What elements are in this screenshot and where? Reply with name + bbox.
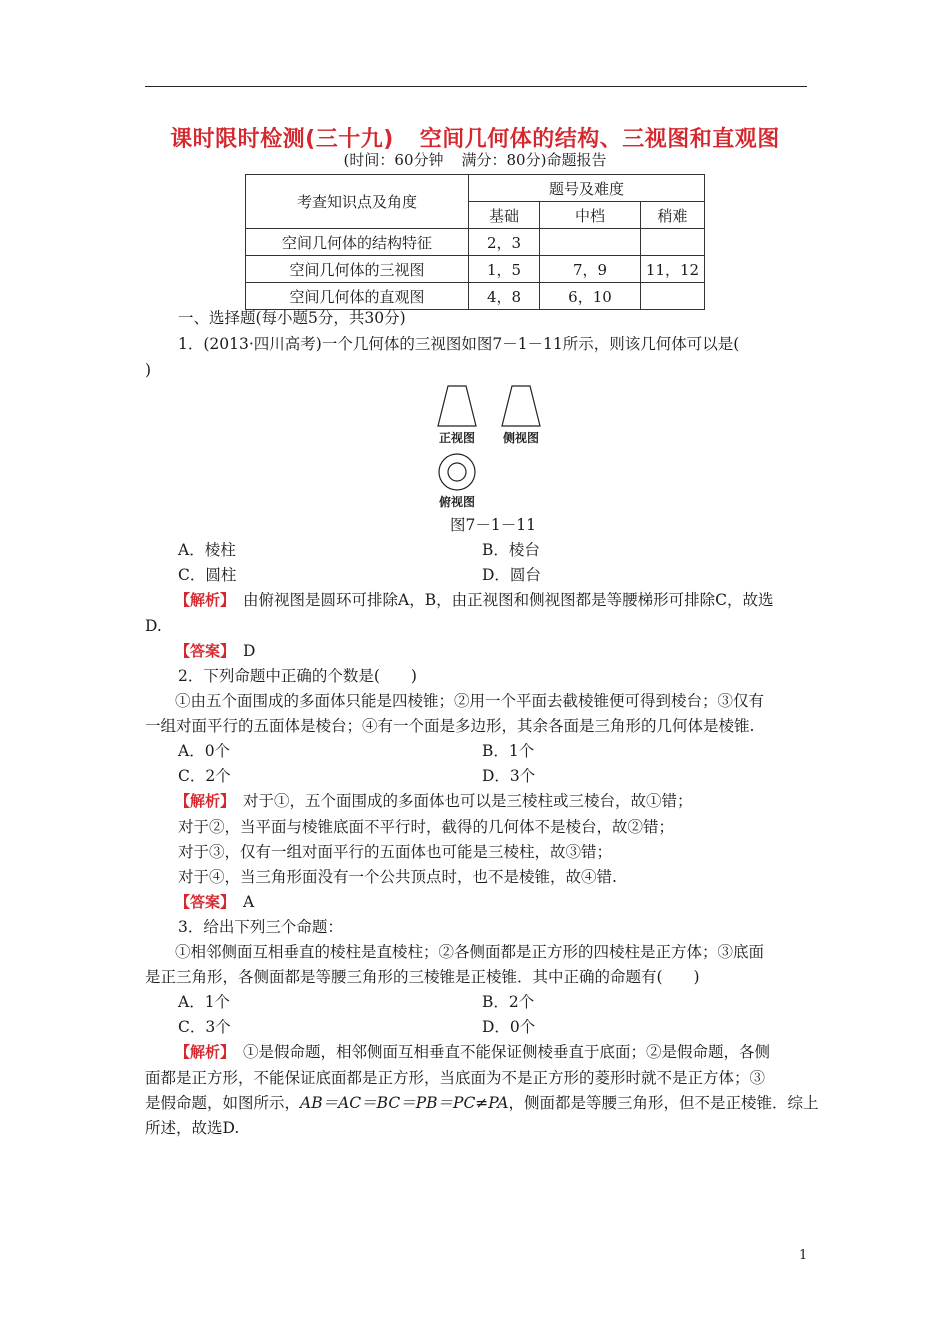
q3-analysis-line1 [175,1042,770,1062]
q3-analysis-line4: 所述，故选D. [145,1119,240,1137]
row-basic: 1，5 [469,256,540,283]
front-view-label: 正视图 [438,431,476,445]
header-knowledge: 考查知识点及角度 [246,175,469,229]
q2-line1: ①由五个面围成的多面体只能是四棱锥；②用一个平面去截棱锥便可得到棱台；③仅有 [175,692,765,710]
q2-analysis-line2: 对于②，当平面与棱锥底面不平行时，截得的几何体不是棱台，故②错； [178,818,675,836]
q3-line2: 是正三角形，各侧面都是等腰三角形的三棱锥是正棱锥．其中正确的命题有( ) [145,968,700,986]
q2-analysis-line1 [175,791,693,811]
q1-answer-value: D [243,642,256,660]
side-view-label: 侧视图 [502,431,540,445]
table-row [246,283,705,310]
q3-equation: AB＝AC＝BC＝PB＝PC≠PA [300,1094,509,1112]
three-view-figure [430,382,560,512]
row-mid: 7，9 [540,256,641,283]
page-number: 1 [799,1248,808,1263]
subtitle-score: 满分：80分)命题报告 [461,151,607,169]
row-basic: 4，8 [469,283,540,310]
row-mid [540,229,641,256]
q3-option-c: C．3个 [178,1018,231,1036]
row-hard: 11，12 [641,256,705,283]
level-hard: 稍难 [641,202,705,229]
section-heading: 一、选择题(每小题5分，共30分) [178,309,406,327]
top-view-inner-circle [448,463,466,481]
level-mid: 中档 [540,202,641,229]
title-right: 空间几何体的结构、三视图和直观图 [419,127,780,152]
analysis-tag: 【解析】 [175,1043,228,1061]
q3-option-b: B．2个 [482,993,535,1011]
analysis-tag: 【解析】 [175,792,228,810]
q2-stem: 2．下列命题中正确的个数是( ) [178,667,417,685]
top-view-label: 俯视图 [438,495,476,509]
q2-answer-value: A [243,893,255,911]
q1-analysis-line1 [175,590,773,610]
q1-analysis-text: 由俯视图是圆环可排除A，B，由正视图和侧视图都是等腰梯形可排除C，故选 [243,591,774,609]
q3-stem: 3．给出下列三个命题： [178,918,343,936]
q3-analysis-pre: 是假命题，如图所示， [145,1094,301,1112]
row-topic: 空间几何体的直观图 [246,283,469,310]
analysis-tag: 【解析】 [175,591,228,609]
table-row [246,229,705,256]
q1-option-b: B．棱台 [482,541,540,559]
q3-analysis-line2: 面都是正方形，不能保证底面都是正方形，当底面为不是正方形的菱形时就不是正方体；③ [145,1069,766,1087]
front-view-trapezoid [438,386,476,426]
q3-line1: ①相邻侧面互相垂直的棱柱是直棱柱；②各侧面都是正方形的四棱柱是正方体；③底面 [175,943,765,961]
q1-answer [175,641,255,661]
q2-option-c: C．2个 [178,767,231,785]
q3-analysis-line3 [145,1093,819,1113]
q2-answer [175,892,254,912]
q1-stem-line2: ) [145,361,152,379]
answer-tag: 【答案】 [175,893,228,911]
subtitle-time: (时间：60分钟 [343,151,444,169]
q3-analysis-post: ，侧面都是等腰三角形，但不是正棱锥．综上 [508,1094,819,1112]
top-view-outer-circle [439,454,475,490]
row-hard [641,229,705,256]
q1-option-a: A．棱柱 [178,541,236,559]
side-view-trapezoid [502,386,540,426]
title-left: 课时限时检测(三十九) [170,127,394,152]
q2-analysis-line3: 对于③，仅有一组对面平行的五面体也可能是三棱柱，故③错； [178,843,613,861]
q2-analysis-text: 对于①，五个面围成的多面体也可以是三棱柱或三棱台，故①错； [243,792,693,810]
figure-caption: 图7－1－11 [450,516,536,534]
table-row [246,256,705,283]
q2-option-b: B．1个 [482,742,535,760]
header-rule [145,86,807,87]
q3-option-d: D．0个 [482,1018,536,1036]
row-basic: 2，3 [469,229,540,256]
q2-line2: 一组对面平行的五面体是棱台；④有一个面是多边形，其余各面是三角形的几何体是棱锥. [145,717,755,735]
header-questions: 题号及难度 [469,175,705,202]
report-table [245,174,705,310]
q1-analysis-line2: D. [145,617,162,635]
row-topic: 空间几何体的结构特征 [246,229,469,256]
row-hard [641,283,705,310]
answer-tag: 【答案】 [175,642,228,660]
q2-option-a: A．0个 [178,742,231,760]
table-header-row [246,175,705,202]
q1-option-c: C．圆柱 [178,566,237,584]
row-mid: 6，10 [540,283,641,310]
level-basic: 基础 [469,202,540,229]
q1-stem-line1: 1．(2013·四川高考)一个几何体的三视图如图7－1－11所示，则该几何体可以是( [178,335,740,353]
q2-analysis-line4: 对于④，当三角形面没有一个公共顶点时，也不是棱锥，故④错. [178,868,617,886]
q3-option-a: A．1个 [178,993,231,1011]
q2-option-d: D．3个 [482,767,536,785]
q3-analysis-text: ①是假命题，相邻侧面互相垂直不能保证侧棱垂直于底面；②是假命题，各侧 [243,1043,771,1061]
q1-option-d: D．圆台 [482,566,541,584]
row-topic: 空间几何体的三视图 [246,256,469,283]
subtitle [0,149,950,170]
